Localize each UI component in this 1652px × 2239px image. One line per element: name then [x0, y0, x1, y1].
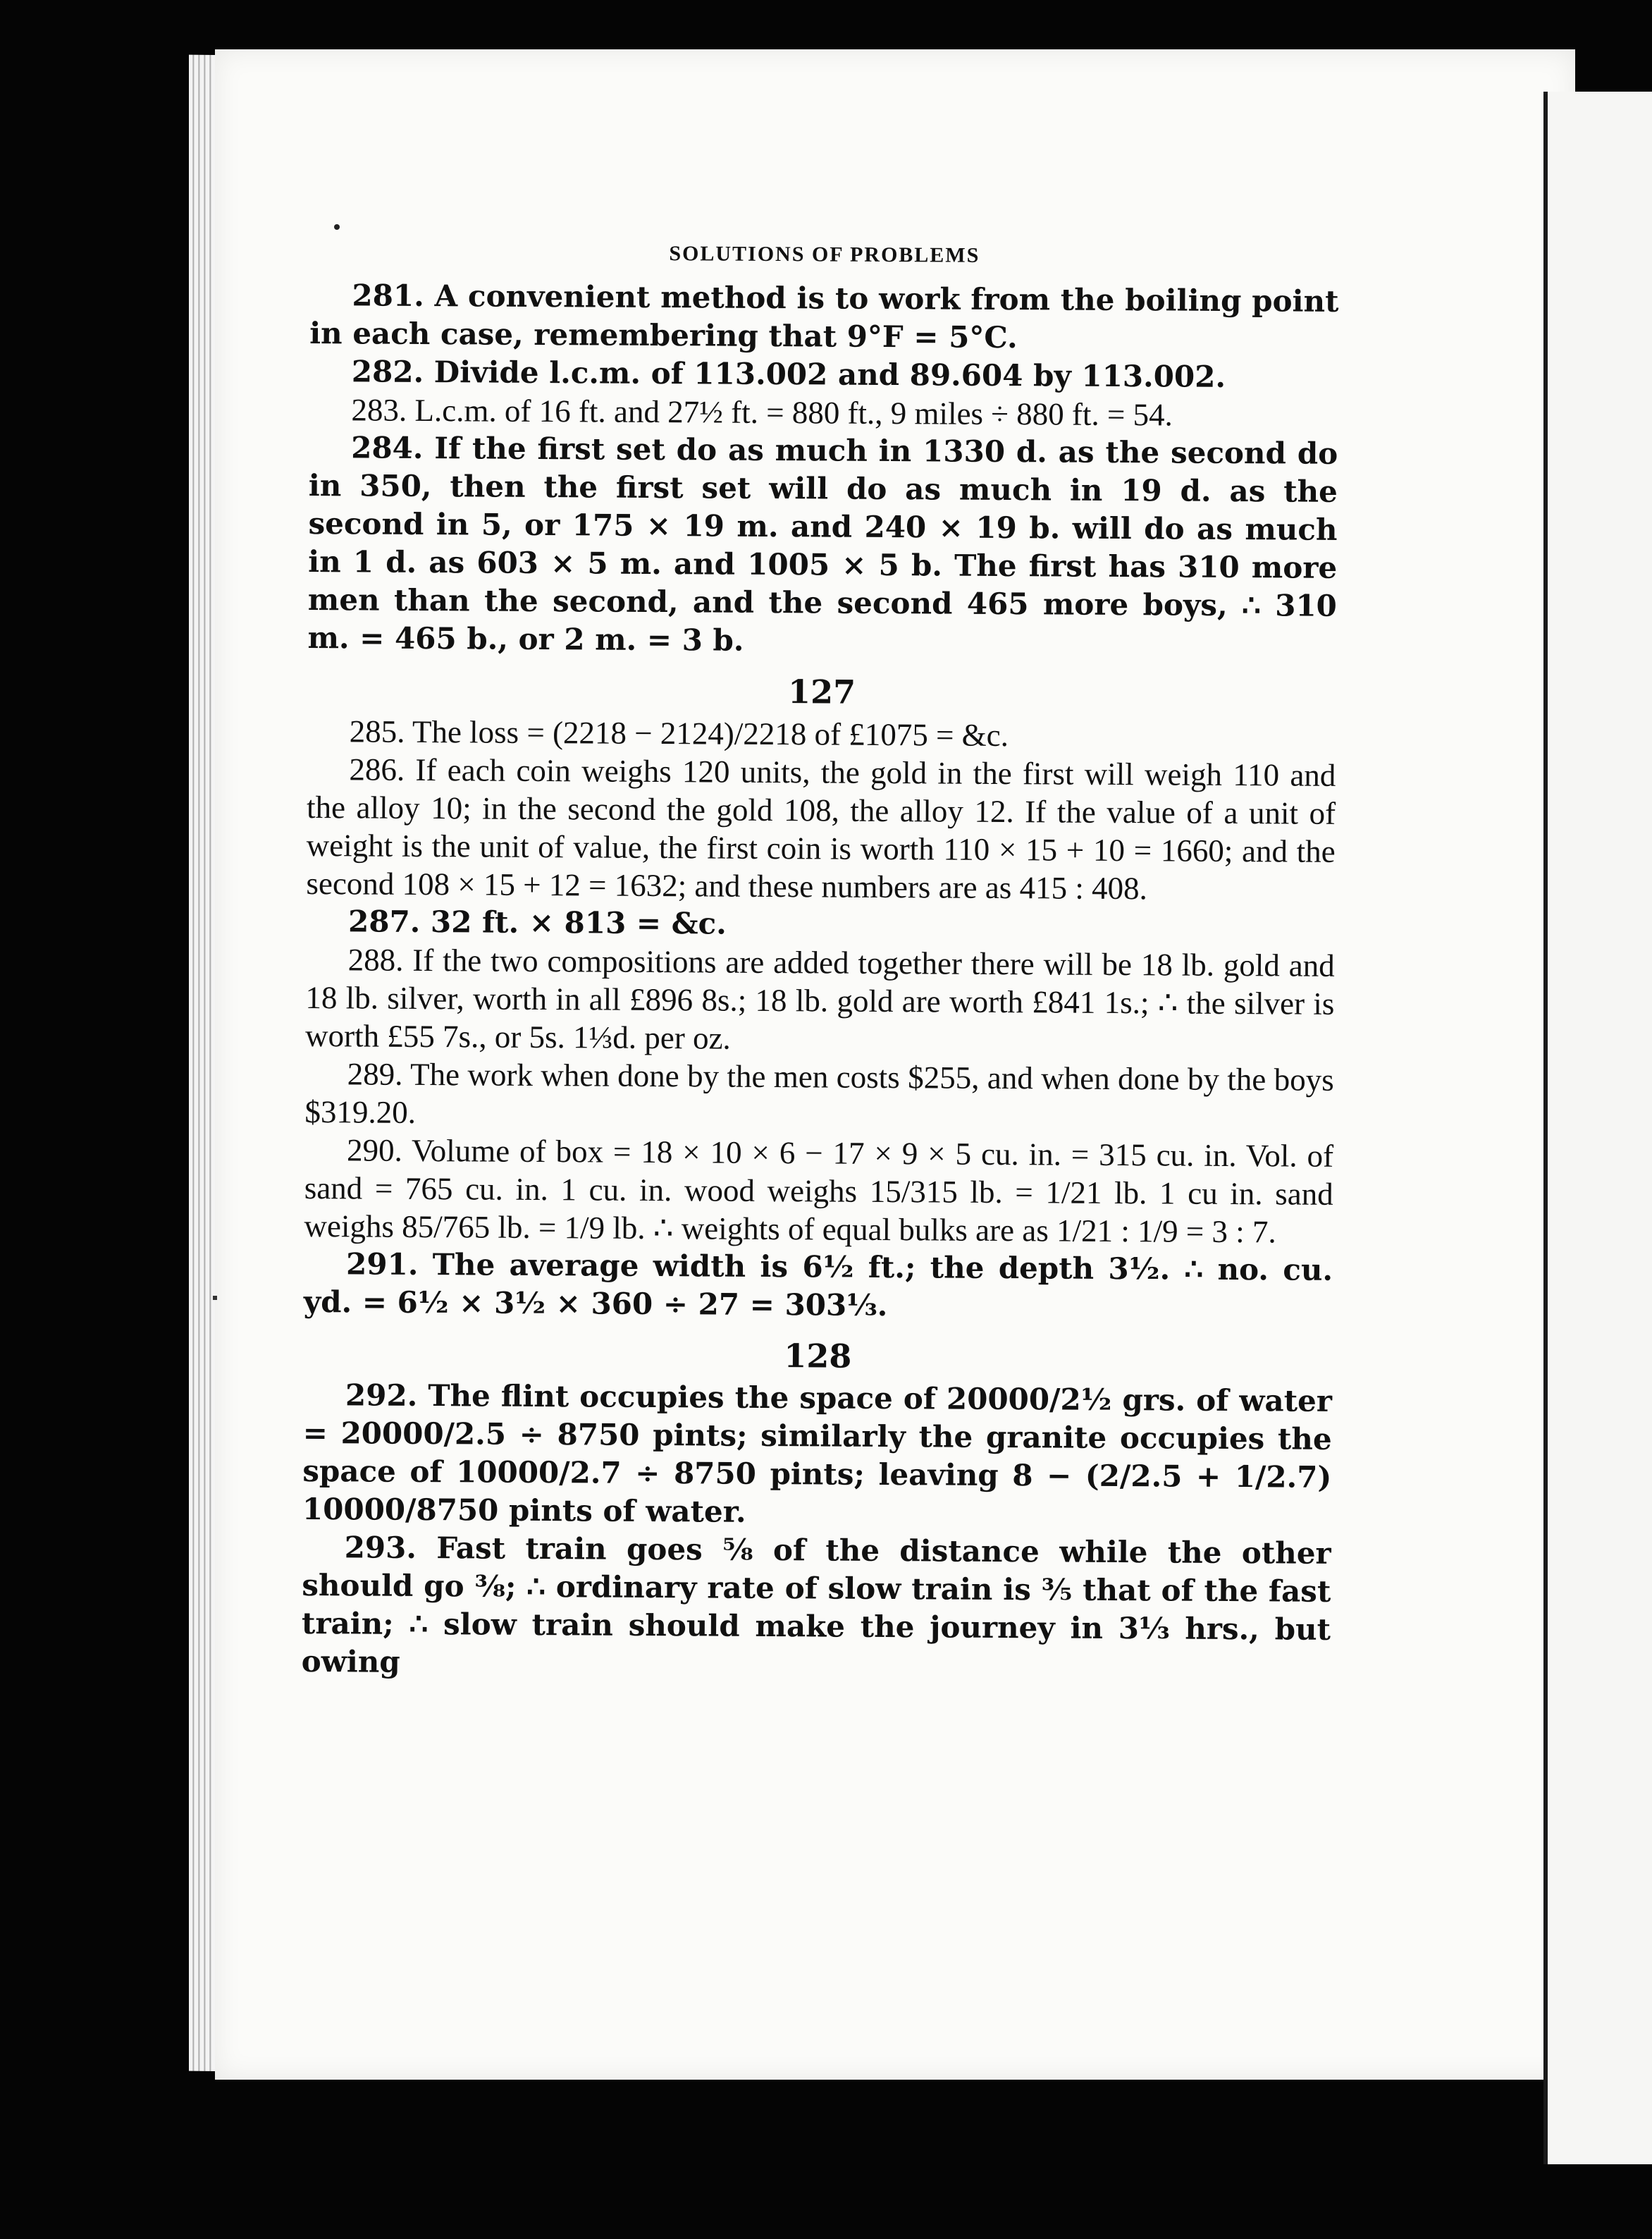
- problem-293: 293. Fast train goes ⅝ of the distance while the other should go ⅜; ∴ ordinary rate of slow train is ⅗ that of the fast train; ∴ slow train should make the journey in 3⅓ hrs., but owing: [301, 1530, 1331, 1679]
- text-block: [302, 240, 1339, 1687]
- running-head: SOLUTIONS OF PROBLEMS: [669, 242, 980, 267]
- problem-287: 287. 32 ft. × 813 = &c.: [347, 904, 727, 941]
- problem-290: 290. Volume of box = 18 × 10 × 6 − 17 × 9 × 5 cu. in. = 315 cu. in. Vol. of sand = 765 cu. in. 1 cu. in. wood weighs 15/315 lb. = 1/21 lb. 1 cu in. sand weighs 85/765 lb. = 1/9 lb. ∴ weights of equal bulks are as 1/21 : 1/9 = 3 : 7.: [304, 1132, 1334, 1250]
- ink-speck: [213, 1296, 217, 1300]
- problem-291: 291. The average width is 6½ ft.; the depth 3½. ∴ no. cu. yd. = 6½ × 3½ × 360 ÷ 27 = 303⅓.: [303, 1246, 1333, 1323]
- ink-dot: [334, 224, 340, 230]
- problem-285: 285. The loss = (2218 − 2124)/2218 of £1075 = &c.: [349, 713, 1009, 754]
- page-marker-128: 128: [784, 1337, 852, 1375]
- problem-283: 283. L.c.m. of 16 ft. and 27½ ft. = 880 ft., 9 miles ÷ 880 ft. = 54.: [351, 392, 1173, 433]
- problem-286: 286. If each coin weighs 120 units, the gold in the first will weigh 110 and the alloy 10; in the second the gold 108, the alloy 12. If the value of a unit of weight is the unit of value, the first coin is worth 110 × 15 + 10 = 1660; and the second 108 × 15 + 12 = 1632; and these numbers are as 415 : 408.: [306, 752, 1336, 907]
- problem-281: 281. A convenient method is to work from the boiling point in each case, remembering that 9°F = 5°C.: [309, 278, 1339, 355]
- problem-284: 284. If the first set do as much in 1330 d. as the second do in 350, then the first set will do as much in 19 d. as the second in 5, or 175 × 19 m. and 240 × 19 b. will do as much in 1 d. as 603 × 5 m. and 1005 × 5 b. The first has 310 more men than the second, and the second 465 more boys, ∴ 310 m. = 465 b., or 2 m. = 3 b.: [307, 430, 1338, 658]
- page-marker-127: 127: [787, 673, 856, 711]
- problem-282: 282. Divide l.c.m. of 113.002 and 89.604 by 113.002.: [351, 354, 1226, 394]
- problem-289: 289. The work when done by the men costs $255, and when done by the boys $319.20.: [304, 1056, 1334, 1130]
- facing-page-edge: [1543, 92, 1652, 2164]
- problem-292: 292. The flint occupies the space of 20000/2½ grs. of water = 20000/2.5 ÷ 8750 pints; similarly the granite occupies the space of 10000/2.7 ÷ 8750 pints; leaving 8 − (2/2.5 + 1/2.7) 10000/8750 pints of water.: [302, 1378, 1333, 1529]
- problem-288: 288. If the two compositions are added together there will be 18 lb. gold and 18 lb. silver, worth in all £896 8s.; 18 lb. gold are worth £841 1s.; ∴ the silver is worth £55 7s., or 5s. 1⅓d. per oz.: [304, 942, 1335, 1056]
